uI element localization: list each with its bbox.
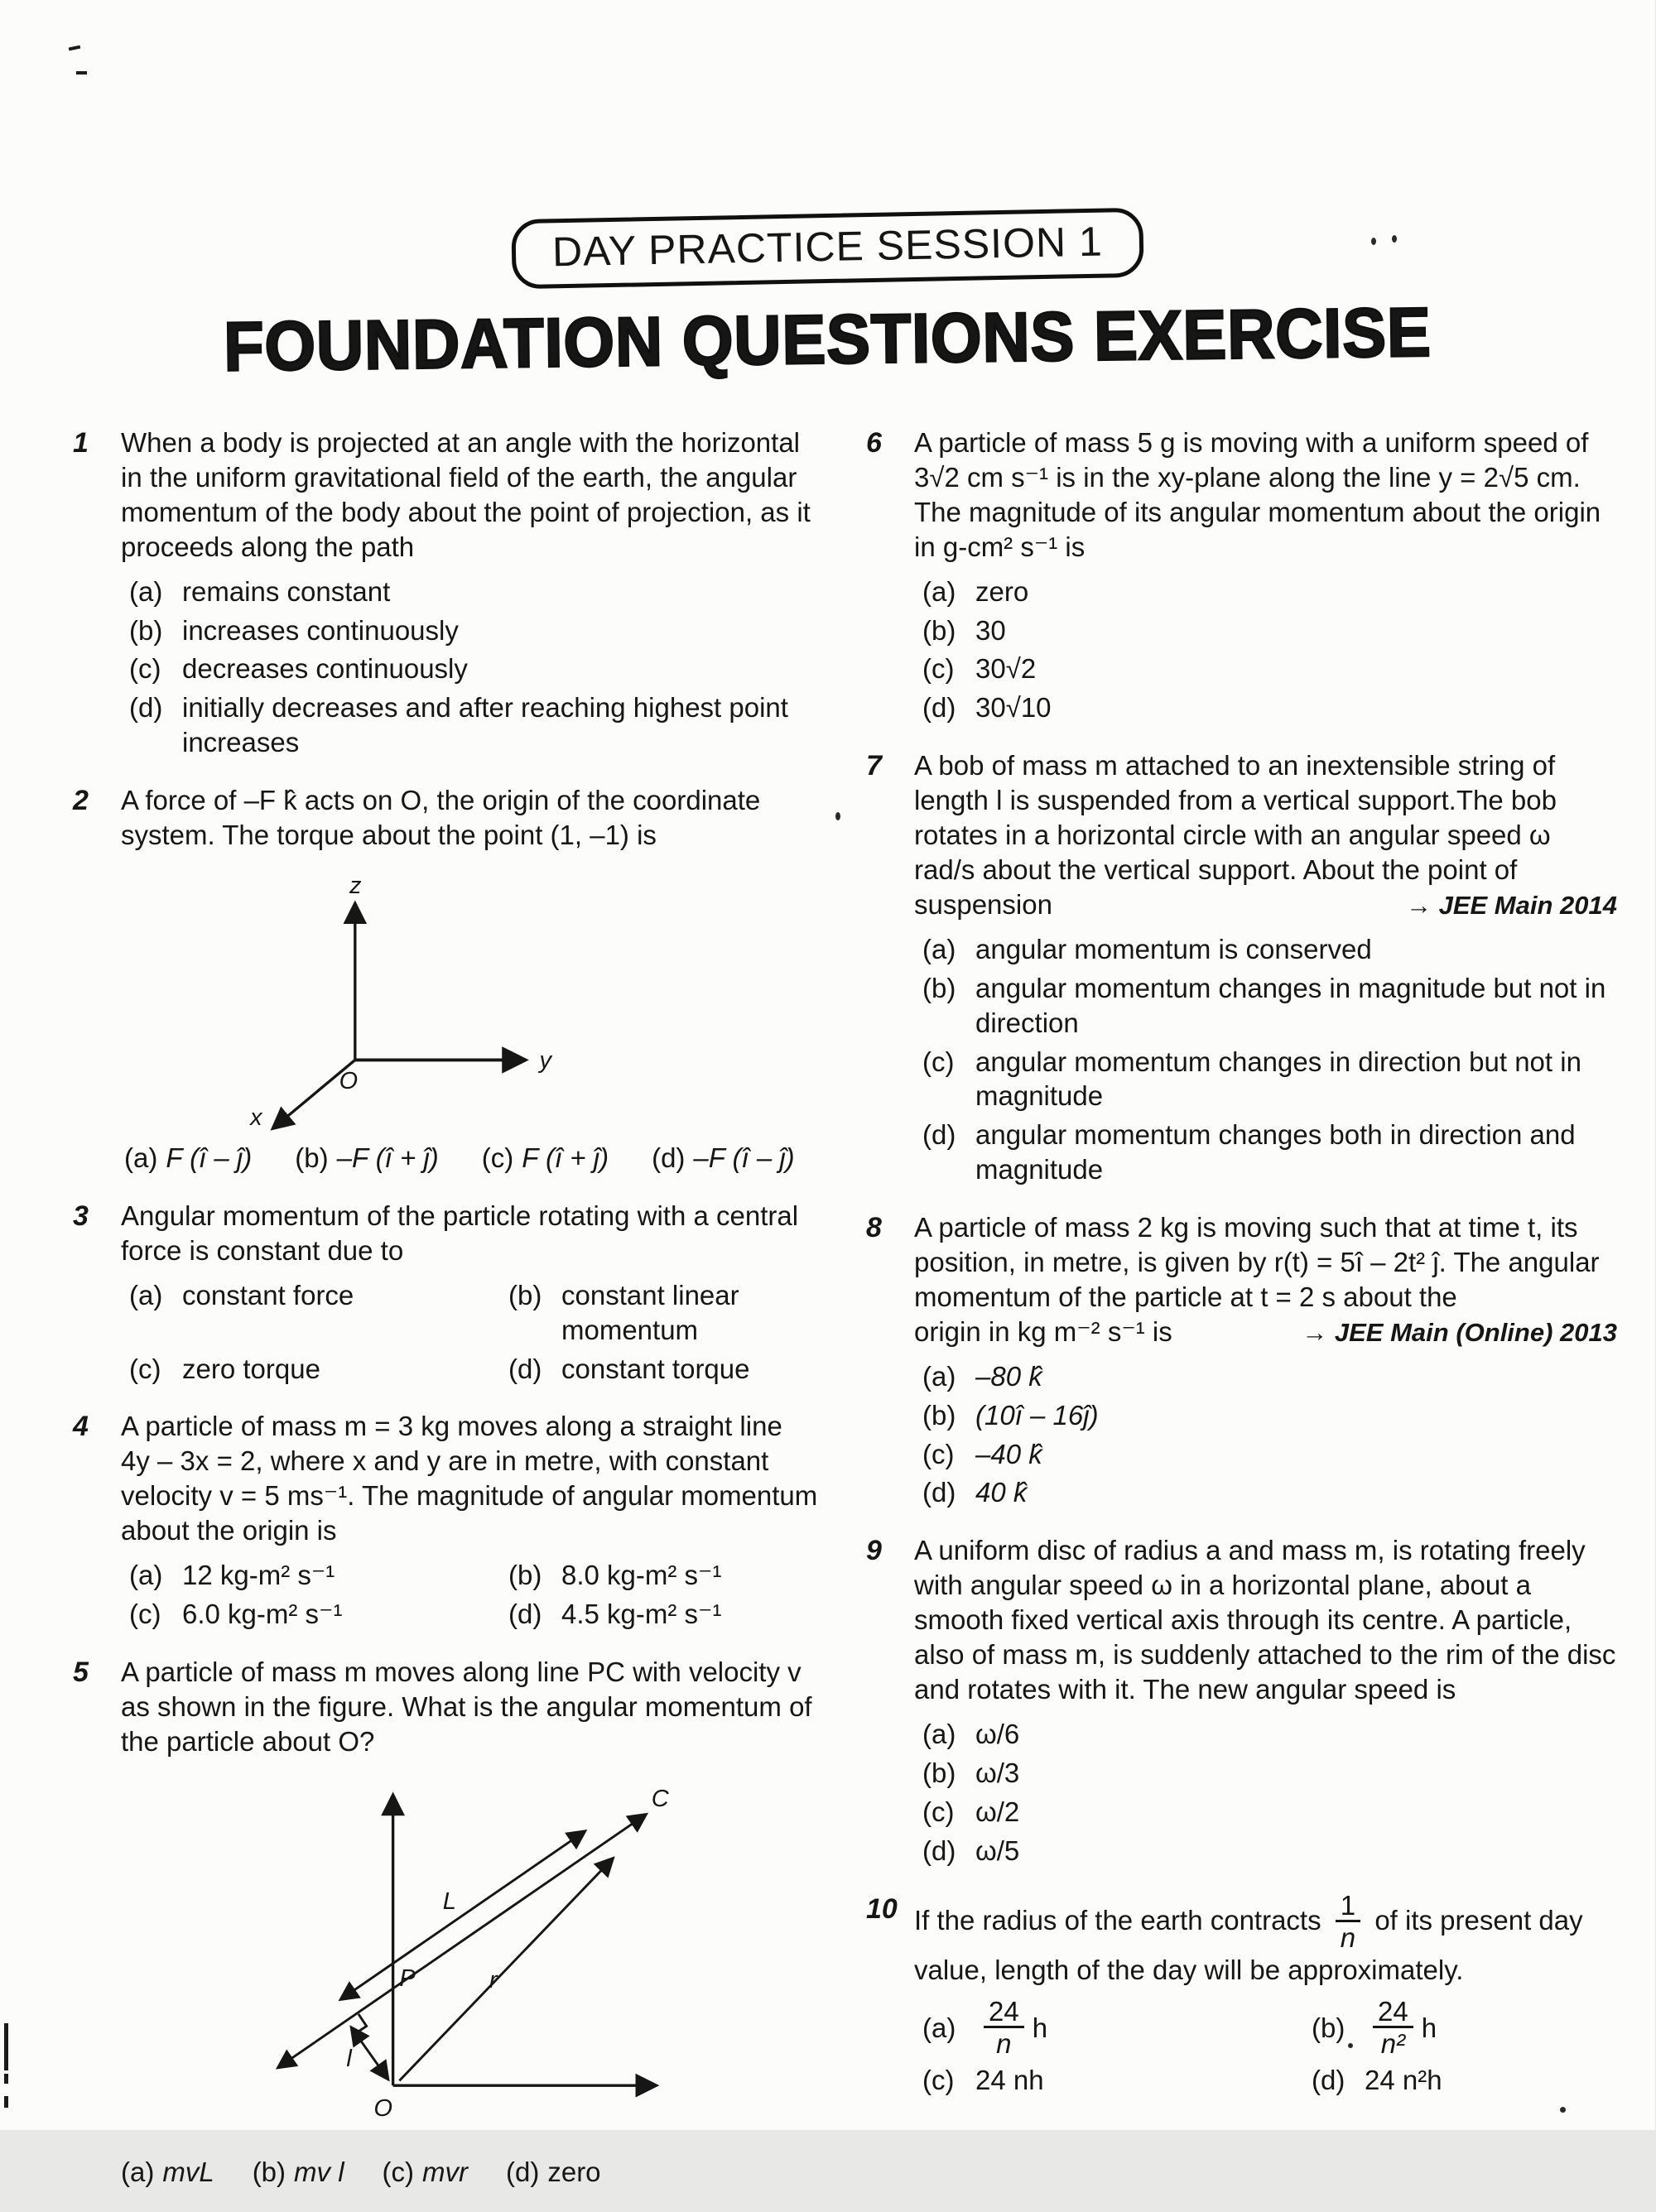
two-column-layout (0, 377, 1655, 2212)
question-stem: A uniform disc of radius a and mass m, is rotating freely with angular speed ω in a horizontal plane, about a smooth fixed vertical axis through its centre. A particle, also of mass m, is suddenly attached to the rim of the disc and rotates with it. The new angular speed is (914, 1535, 1616, 1705)
option-a (121, 2155, 214, 2190)
stem-last-line (914, 1315, 1617, 1349)
option-text: 30 (975, 614, 1006, 646)
question-number: 10 (866, 1892, 898, 1925)
option-b (922, 613, 1617, 648)
option-label: (a) (129, 1279, 163, 1310)
option-text: mvr (422, 2156, 468, 2187)
option-text: F (î – ĵ) (166, 1142, 253, 1173)
session-label: DAY PRACTICE SESSION 1 (551, 218, 1104, 276)
option-d (506, 2155, 601, 2190)
question-body (121, 783, 818, 1176)
stem-last-word: suspension (914, 888, 1052, 920)
option-unit: h (1032, 2012, 1048, 2043)
option-text: ω/2 (975, 1796, 1020, 1827)
option-c (922, 652, 1617, 686)
question-stem: A force of –F k̂ acts on O, the origin of the coordinate system. The torque about the point (1, –1) is (121, 785, 761, 851)
question-number: 9 (866, 1535, 882, 1567)
option-label: (a) (129, 1560, 163, 1591)
option-text: constant force (182, 1279, 354, 1310)
stem-last-words: origin in kg m⁻² s⁻¹ is (914, 1315, 1172, 1347)
fraction-denominator: n (1340, 1922, 1356, 1954)
option-label: (c) (129, 1353, 161, 1384)
option-label: (c) (382, 2156, 415, 2187)
option-fraction (984, 1995, 1024, 2060)
option-text: –40 k̂ (975, 1438, 1042, 1469)
option-d (922, 1118, 1617, 1187)
question-body (121, 1199, 818, 1387)
question-5 (73, 1655, 818, 2190)
option-label: (d) (922, 1119, 956, 1151)
question-stem: A bob of mass m attached to an inextensible string of length l is suspended from a vertical support.The bob rotates in a horizontal circle with an angular speed ω rad/s about the vertical support. About the point of (914, 750, 1557, 885)
option-text: 24 nh (975, 2065, 1044, 2095)
question-body (914, 1210, 1617, 1510)
option-d (922, 1834, 1617, 1868)
option-a (129, 1558, 508, 1593)
option-label: (a) (124, 1142, 158, 1173)
option-text: decreases continuously (182, 653, 468, 685)
question-number: 7 (866, 750, 882, 782)
option-c (129, 652, 818, 686)
question-number: 4 (73, 1411, 89, 1443)
option-label: (c) (922, 1796, 955, 1827)
options-list (914, 932, 1617, 1187)
fraction-numerator: 24 (1373, 1998, 1413, 2029)
option-unit: h (1421, 2012, 1437, 2043)
question-2 (73, 783, 818, 1176)
option-fraction (1373, 1995, 1413, 2060)
stem-text-before: If the radius of the earth contracts (914, 1904, 1321, 1935)
option-text: mvL (162, 2156, 214, 2187)
option-d (508, 1597, 818, 1632)
option-text: constant torque (561, 1353, 750, 1384)
scan-artifact (4, 2023, 8, 2070)
option-a (922, 1995, 1312, 2060)
option-label: (b) (252, 2156, 286, 2187)
option-a (129, 575, 818, 609)
fraction-numerator: 1 (1336, 1892, 1360, 1923)
line-pc-diagram (144, 1776, 674, 2142)
option-a (124, 1141, 252, 1176)
option-a (922, 932, 1617, 967)
perp-l-label: l (346, 2045, 352, 2072)
question-number: 5 (73, 1656, 89, 1688)
option-b (295, 1141, 439, 1176)
line-pc (279, 1815, 645, 2066)
option-b (922, 1756, 1617, 1791)
options-list (914, 1717, 1617, 1868)
option-b (253, 2155, 344, 2190)
question-6 (866, 426, 1617, 725)
option-d (508, 1352, 818, 1387)
option-label: (b) (508, 1279, 542, 1310)
right-angle-mark (354, 2013, 367, 2033)
option-label: (b) (922, 1399, 956, 1431)
question-body (121, 426, 818, 760)
scan-artifact (76, 71, 87, 75)
question-number: 3 (73, 1200, 89, 1232)
stem-text-after: of its present day value, length of the day will be approximately. (914, 1904, 1583, 1985)
question-stem: A particle of mass 2 kg is moving such that at time t, its position, in metre, is given by r(t) = 5î – 2t² ĵ. The angular momentum of the particle at t = 2 s about the (914, 1212, 1600, 1312)
option-b (1312, 1995, 1617, 2060)
question-stem: A particle of mass 5 g is moving with a uniform speed of 3√2 cm s⁻¹ is in the xy-plane along the line y = 2√5 cm. The magnitude of its angular momentum about the origin in g-cm² s⁻¹ is (914, 427, 1601, 562)
option-label: (d) (922, 1477, 956, 1508)
option-label: (b) (129, 614, 163, 646)
option-d (922, 1475, 1617, 1510)
option-text: 6.0 kg-m² s⁻¹ (182, 1598, 343, 1629)
option-label: (d) (508, 1353, 542, 1384)
perpendicular-l-arrow (352, 2028, 388, 2078)
fraction-numerator: 24 (984, 1998, 1024, 2029)
option-label: (b) (922, 1757, 956, 1788)
option-label: (a) (121, 2156, 155, 2187)
question-stem: Angular momentum of the particle rotating with a central force is constant due to (121, 1200, 799, 1266)
option-label: (b) (295, 1142, 329, 1173)
option-b (129, 613, 818, 648)
option-label: (b) (922, 614, 956, 646)
options-grid (914, 1995, 1617, 2098)
scan-artifact (4, 2096, 8, 2108)
options-list (914, 575, 1617, 726)
option-d (652, 1141, 795, 1176)
option-c (922, 1045, 1617, 1114)
option-c (129, 1352, 508, 1387)
option-c (482, 1141, 609, 1176)
option-d (129, 690, 818, 760)
option-text: mv l (294, 2156, 344, 2187)
question-1 (73, 426, 818, 760)
option-label: (c) (129, 653, 161, 685)
scan-artifact (1371, 238, 1376, 245)
option-text: zero torque (182, 1353, 320, 1384)
question-stem: A particle of mass m moves along line PC with velocity v as shown in the figure. What is the angular momentum of the particle about O? (121, 1656, 812, 1757)
question-10 (866, 1889, 1617, 2098)
option-text: angular momentum changes in direction but not in magnitude (975, 1046, 1581, 1112)
options-grid (121, 1278, 818, 1387)
option-label: (c) (922, 1046, 955, 1077)
option-c (922, 2063, 1312, 2098)
option-text: (10î – 16ĵ) (975, 1399, 1099, 1431)
option-text: zero (975, 575, 1029, 607)
option-b (508, 1558, 818, 1593)
scan-artifact (835, 812, 840, 820)
option-a (922, 575, 1617, 609)
option-text: 30√2 (975, 653, 1037, 685)
option-text: initially decreases and after reaching highest point increases (182, 692, 788, 758)
origin-label: O (339, 1067, 359, 1094)
question-stem: A particle of mass m = 3 kg moves along a straight line 4y – 3x = 2, where x and y are in metre, with constant velocity v = 5 ms⁻¹. The magnitude of angular momentum about the origin is (121, 1411, 818, 1546)
question-9 (866, 1533, 1617, 1868)
option-label: (d) (506, 2156, 540, 2187)
option-label: (d) (508, 1598, 542, 1629)
option-b (508, 1278, 818, 1348)
origin-label: O (373, 2094, 392, 2122)
option-c (383, 2155, 468, 2190)
options-list (121, 575, 818, 761)
options-row (121, 1141, 818, 1176)
option-b (922, 971, 1617, 1041)
option-text: angular momentum changes in magnitude but not in direction (975, 972, 1606, 1038)
radius-r-label: r (489, 1966, 498, 1993)
option-label: (b) (922, 972, 956, 1003)
options-row (121, 2155, 818, 2190)
option-text: –80 k̂ (975, 1360, 1042, 1392)
option-text: angular momentum changes both in direction and magnitude (975, 1119, 1576, 1185)
option-text: increases continuously (182, 614, 459, 646)
question-body (914, 1533, 1617, 1868)
length-L-arrow (342, 1831, 585, 1998)
option-label: (a) (922, 575, 956, 607)
coordinate-axes-diagram (164, 869, 578, 1132)
option-label: (d) (652, 1142, 686, 1173)
source-tag: → JEE Main (Online) 2013 (1302, 1317, 1617, 1347)
option-text: angular momentum is conserved (975, 933, 1372, 964)
fraction-denominator: n (996, 2028, 1012, 2060)
option-text: 30√10 (975, 692, 1052, 724)
question-number: 8 (866, 1212, 882, 1244)
z-axis-label: z (349, 872, 362, 899)
question-7 (866, 748, 1617, 1187)
option-label: (a) (922, 2012, 956, 2043)
option-text: 12 kg-m² s⁻¹ (182, 1560, 335, 1591)
option-label: (c) (922, 653, 955, 685)
page-title: FOUNDATION QUESTIONS EXERCISE (223, 292, 1432, 386)
options-grid (121, 1558, 818, 1632)
option-text: 4.5 kg-m² s⁻¹ (561, 1598, 722, 1629)
option-c (922, 1795, 1617, 1830)
scan-artifact (1392, 235, 1397, 243)
question-number: 6 (866, 427, 882, 459)
option-b (922, 1398, 1617, 1433)
question-number: 1 (73, 427, 89, 459)
question-stem: When a body is projected at an angle with the horizontal in the uniform gravitational field of the earth, the angular momentum of the body about the point of projection, as it proceeds along the path (121, 427, 811, 562)
question-body (121, 1655, 818, 2190)
option-label: (c) (922, 2065, 955, 2095)
option-c (922, 1437, 1617, 1472)
length-L-label: L (442, 1887, 456, 1915)
question-8 (866, 1210, 1617, 1510)
question-4 (73, 1409, 818, 1631)
scan-artifact (1560, 2107, 1566, 2113)
option-text: 24 n²h (1365, 2065, 1442, 2095)
option-label: (d) (922, 1835, 956, 1866)
option-text: zero (547, 2156, 601, 2187)
option-label: (c) (922, 1438, 955, 1469)
scan-artifact (4, 2074, 8, 2084)
options-list (914, 1359, 1617, 1511)
option-label: (a) (922, 1360, 956, 1392)
option-text: ω/6 (975, 1718, 1020, 1749)
option-label: (d) (922, 692, 956, 724)
option-label: (b) (508, 1560, 542, 1591)
option-text: –F (î – ĵ) (693, 1142, 795, 1173)
option-label: (d) (1312, 2065, 1346, 2095)
option-text: F (î + ĵ) (522, 1142, 609, 1173)
q2-axes-figure (164, 869, 818, 1132)
question-3 (73, 1199, 818, 1387)
option-label: (a) (129, 575, 163, 607)
radius-r-arrow (399, 1859, 612, 2080)
option-d (1312, 2063, 1617, 2098)
scan-artifact (1348, 2043, 1353, 2048)
stem-last-line (914, 887, 1617, 922)
source-tag: → JEE Main 2014 (1405, 890, 1617, 920)
y-axis-label: y (539, 1046, 551, 1074)
option-a (922, 1717, 1617, 1752)
option-text: –F (î + ĵ) (336, 1142, 439, 1173)
option-label: (c) (481, 1142, 514, 1173)
option-a (129, 1278, 508, 1348)
q5-line-figure (144, 1776, 818, 2142)
option-label: (a) (922, 933, 956, 964)
option-a (922, 1359, 1617, 1394)
option-text: remains constant (182, 575, 391, 607)
question-stem (914, 1889, 1617, 1988)
left-column (73, 426, 818, 2212)
question-number: 2 (73, 785, 89, 817)
question-body (914, 748, 1617, 1187)
option-d (922, 690, 1617, 725)
option-text: 40 k̂ (975, 1477, 1028, 1508)
option-text: ω/5 (975, 1835, 1020, 1866)
fraction-denominator: n² (1380, 2028, 1406, 2060)
right-column (866, 426, 1617, 2121)
option-label: (c) (129, 1598, 161, 1629)
question-body (914, 426, 1617, 725)
inline-fraction (1336, 1889, 1360, 1954)
point-c-label: C (651, 1785, 669, 1812)
point-p-label: P (399, 1964, 416, 1992)
option-label: (b) (1312, 2012, 1346, 2043)
option-text: ω/3 (975, 1757, 1020, 1788)
option-text: constant linear momentum (561, 1279, 739, 1345)
option-c (129, 1597, 508, 1632)
option-label: (a) (922, 1718, 956, 1749)
x-axis-label: x (250, 1104, 262, 1132)
session-badge (511, 208, 1143, 290)
option-text: 8.0 kg-m² s⁻¹ (561, 1560, 722, 1591)
question-body (121, 1409, 818, 1631)
option-label: (d) (129, 692, 163, 724)
question-body (914, 1889, 1617, 2098)
page-header (0, 0, 1655, 386)
